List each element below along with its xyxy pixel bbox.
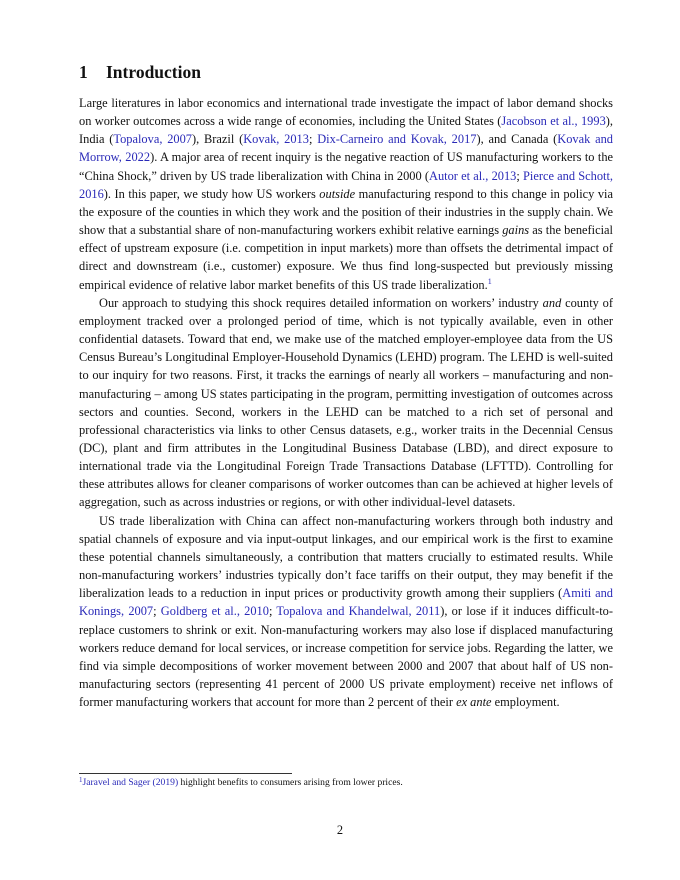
citation-link[interactable]: Jacobson et al., 1993 (501, 114, 606, 129)
paragraph-3 (79, 512, 613, 712)
citation-link[interactable]: Goldberg et al., 2010 (160, 604, 269, 619)
text-run: US trade liberalization with China can affect non-manufacturing workers through both industry and spatial channels of exposure and via input-output linkages, and our empirical work is the first to examine these potential channels simultaneously, a contribution that matters crucially to estimated results. While non-manufacturing workers’ industries typically don’t face tariffs on their output, they may benefit if the liberalization leads to a reduction in input prices or productivity growth among their suppliers ( (79, 513, 613, 601)
text-run: ; (308, 132, 318, 147)
page-number: 2 (336, 823, 344, 837)
citation-link[interactable]: Amiti and Konings, 2007 (79, 586, 613, 619)
citation-link[interactable]: Kovak, 2013 (243, 132, 309, 147)
emphasis: outside (319, 186, 356, 201)
text-run: ). A major area of recent inquiry is the negative reaction of US manufacturing workers to the “China Shock,” driven by US trade liberalization with China in 2000 ( (79, 150, 614, 183)
citation-link[interactable]: Jaravel and Sager (2019) (82, 777, 179, 788)
text-run: ), Brazil ( (192, 132, 244, 147)
text-run: ), India ( (79, 114, 613, 147)
section-number: 1 (79, 62, 88, 82)
footnote-mark: 1 (79, 776, 83, 784)
citation-link[interactable]: Pierce and Schott, 2016 (79, 168, 614, 201)
citation-link[interactable]: Topalova, 2007 (113, 132, 192, 147)
footnote-rule (79, 773, 292, 774)
footnote-marker[interactable]: 1 (487, 276, 492, 286)
citation-link[interactable]: Dix-Carneiro and Kovak, 2017 (317, 132, 477, 147)
text-run: ), or lose if it induces difficult-to-replace customers to shrink or exit. Non-manufacturing workers may also lose if displaced manufacturing workers reduce demand for local services, or increase competition for service jobs. Regarding the latter, we find via simple decompositions of worker movement between 2000 and 2007 that about half of US non-manufacturing sectors (representing 41 percent of 2000 US private employment) receive net inflows of former manufacturing workers that account for more than 2 percent of their (79, 604, 613, 710)
footnote-text: highlight benefits to consumers arising from lower prices. (178, 777, 403, 788)
emphasis: and (542, 295, 562, 310)
text-run: manufacturing respond to this change in policy via the exposure of the counties in which they work and the position of their industries in the supply chain. We show that a substantial share of non-manufacturing workers exhibit relative earnings (79, 186, 613, 238)
text-run: Our approach to studying this shock requires detailed information on workers’ industry (99, 295, 543, 310)
emphasis: gains (502, 223, 530, 238)
paragraph-1 (79, 94, 613, 294)
text-run: ; (268, 604, 277, 619)
text-run: Large literatures in labor economics and international trade investigate the impact of labor demand shocks on worker outcomes across a wide range of economies, including the United States ( (79, 96, 613, 129)
text-run: ; (516, 168, 523, 183)
text-run: ; (153, 604, 161, 619)
section-heading (79, 61, 201, 83)
text-run: as the beneficial effect of upstream exposure (i.e. competition in input markets) more than offsets the detrimental impact of direct and downstream (i.e., customer) exposure. We thus find long-suspected but previously missing empirical evidence of relative labor market benefits of this US trade liberalization. (79, 223, 613, 292)
paragraph-2 (79, 294, 613, 512)
citation-link[interactable]: Autor et al., 2013 (429, 168, 517, 183)
body-text (79, 94, 613, 711)
text-run: employment. (491, 695, 560, 710)
text-run: ), and Canada ( (476, 132, 558, 147)
emphasis: ex ante (456, 695, 492, 710)
citation-link[interactable]: Kovak and Morrow, 2022 (79, 132, 613, 165)
footnote (79, 776, 613, 789)
section-title: Introduction (106, 62, 201, 82)
text-run: ). In this paper, we study how US workers (103, 186, 320, 201)
citation-link[interactable]: Topalova and Khandelwal, 2011 (276, 604, 441, 619)
text-run: county of employment tracked over a prolonged period of time, which is not typically available, even in other confidential datasets. Toward that end, we make use of the matched employer-employee data from the US Census Bureau’s Longitudinal Employer-Household Dynamics (LEHD) program. The LEHD is well-suited to our inquiry for two reasons. First, it tracks the earnings of nearly all workers – manufacturing and non-manufacturing – among US states participating in the program, permitting investigation of outcomes across sectors and counties. Second, workers in the LEHD can be matched to a rich set of personal and professional characteristics via links to other Census datasets, e.g., worker traits in the Decennial Census (DC), plant and firm attributes in the Longitudinal Business Database (LBD), and direct exposure to international trade via the Longitudinal Foreign Trade Transactions Database (LFTTD). Controlling for these attributes allows for cleaner comparisons of worker outcomes than can be achieved at higher levels of aggregation, such as across industries or regions, or with other individual-level datasets. (79, 295, 613, 510)
